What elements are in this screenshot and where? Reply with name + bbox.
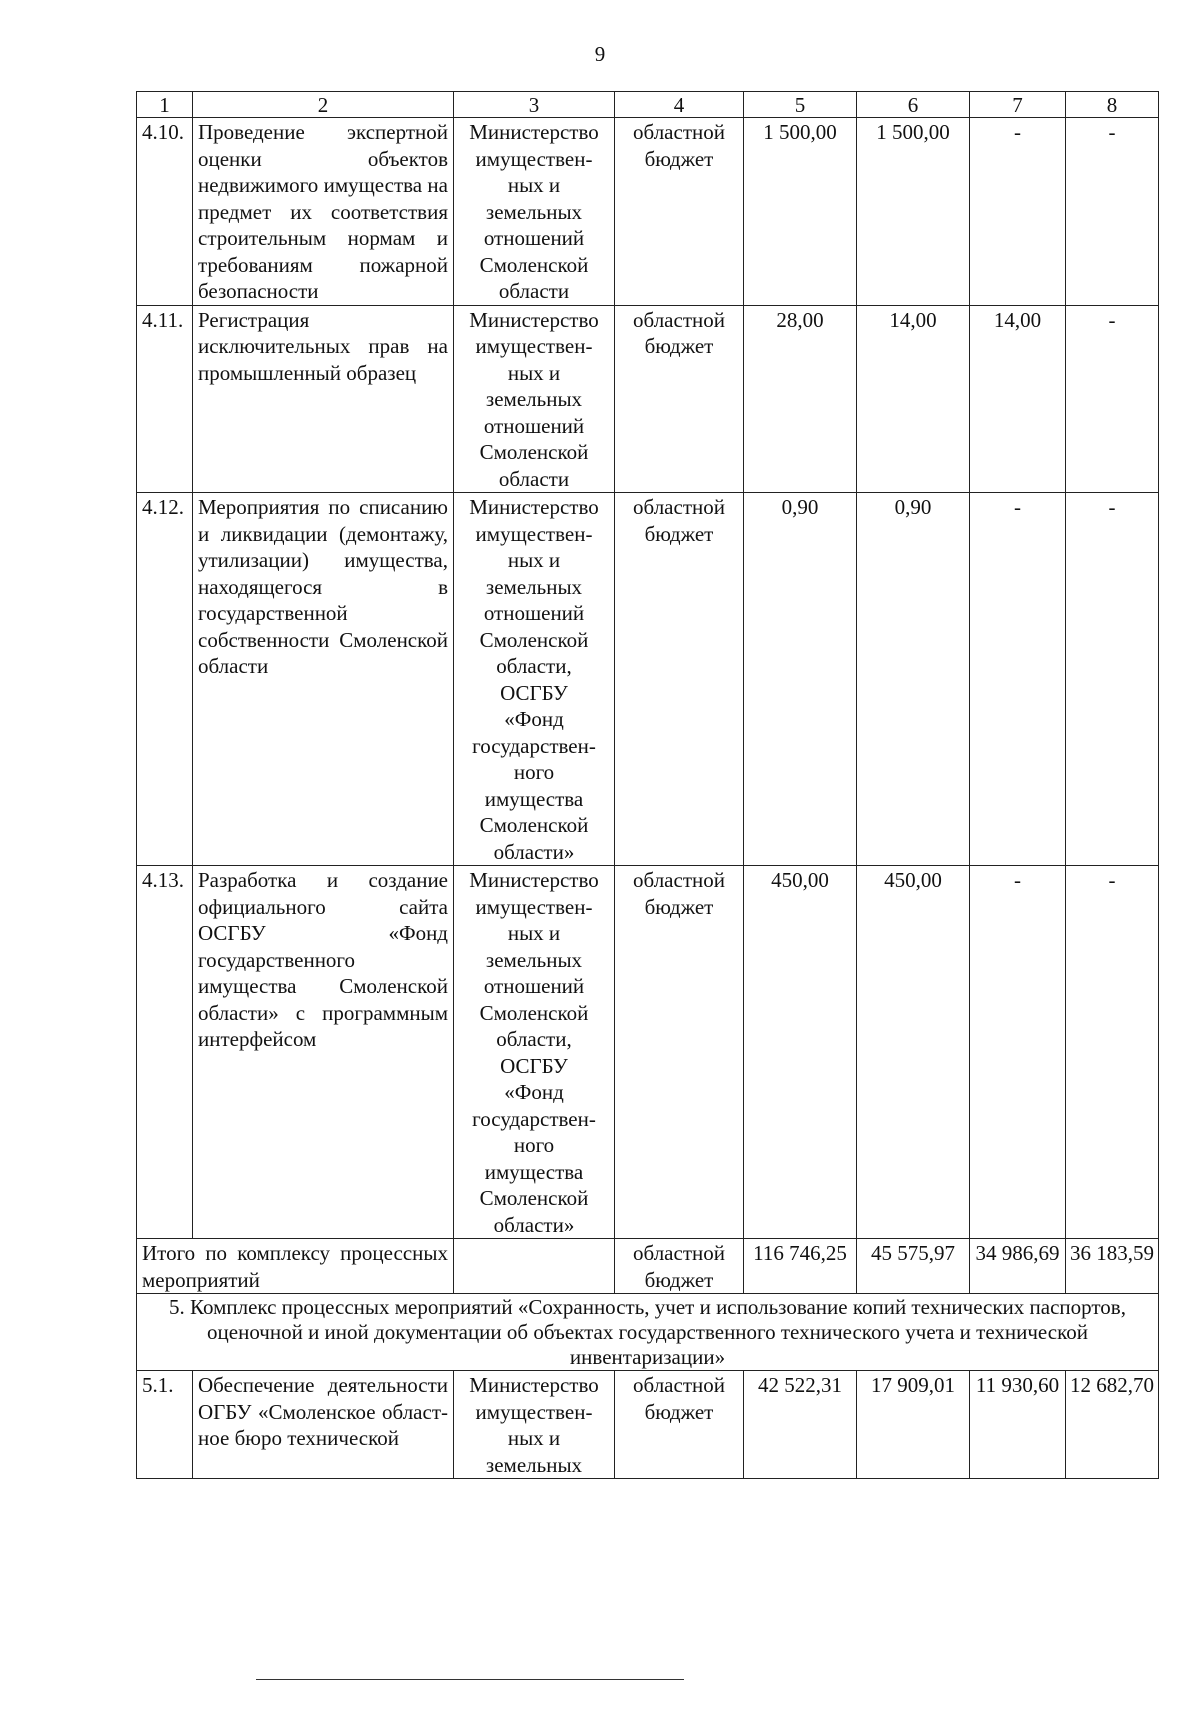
column-number: 8 <box>1066 92 1159 118</box>
column-number-row <box>137 92 1159 118</box>
row-funding-source: областной бюджет <box>615 493 744 866</box>
column-number: 5 <box>744 92 857 118</box>
total-executor-empty <box>454 1239 615 1294</box>
page-number: 9 <box>594 42 606 66</box>
row-year-2: 14,00 <box>970 305 1066 493</box>
row-year-1: 1 500,00 <box>857 118 970 306</box>
total-funding-source: областной бюджет <box>615 1239 744 1294</box>
column-number: 2 <box>193 92 454 118</box>
row-funding-source: областной бюджет <box>615 1371 744 1479</box>
row-executor: Министерство имуществен- ных и земельных отношений Смоленской области, ОСГБУ «Фонд государствен- ного имущества Смоленской области» <box>454 493 615 866</box>
section-5-title: 5. Комплекс процессных мероприятий «Сохранность, учет и использование копий технических паспортов, оценочной и иной документации об объектах государственного технического учета и технической инвентаризации» <box>137 1294 1159 1371</box>
row-executor: Министерство имуществен- ных и земельных отношений Смоленской области <box>454 118 615 306</box>
total-year-1: 45 575,97 <box>857 1239 970 1294</box>
table-row <box>137 493 1159 866</box>
table-row <box>137 118 1159 306</box>
row-executor: Министерство имуществен- ных и земельных отношений Смоленской области, ОСГБУ «Фонд государствен- ного имущества Смоленской области» <box>454 866 615 1239</box>
row-total: 450,00 <box>744 866 857 1239</box>
row-total: 28,00 <box>744 305 857 493</box>
total-row <box>137 1239 1159 1294</box>
bottom-divider <box>256 1679 684 1680</box>
row-description: Мероприятия по списанию и ликвидации (демонтажу, утилизации) имущества, находящегося в государственной собственности Смоленской области <box>193 493 454 866</box>
row-funding-source: областной бюджет <box>615 118 744 306</box>
row-funding-source: областной бюджет <box>615 305 744 493</box>
row-number: 4.12. <box>137 493 193 866</box>
row-number: 4.10. <box>137 118 193 306</box>
row-year-3: - <box>1066 118 1159 306</box>
row-number: 4.11. <box>137 305 193 493</box>
row-total: 1 500,00 <box>744 118 857 306</box>
table-row <box>137 1371 1159 1479</box>
row-year-1: 0,90 <box>857 493 970 866</box>
row-year-1: 450,00 <box>857 866 970 1239</box>
column-number: 1 <box>137 92 193 118</box>
row-funding-source: областной бюджет <box>615 866 744 1239</box>
row-year-2: - <box>970 118 1066 306</box>
row-year-3: - <box>1066 493 1159 866</box>
budget-table <box>136 91 1159 1479</box>
row-executor: Министерство имуществен- ных и земельных <box>454 1371 615 1479</box>
row-year-2: - <box>970 866 1066 1239</box>
row-number: 5.1. <box>137 1371 193 1479</box>
total-label: Итого по комплексу процессных мероприятий <box>137 1239 454 1294</box>
row-year-2: 11 930,60 <box>970 1371 1066 1479</box>
row-total: 42 522,31 <box>744 1371 857 1479</box>
row-executor: Министерство имуществен- ных и земельных отношений Смоленской области <box>454 305 615 493</box>
row-year-3: - <box>1066 305 1159 493</box>
row-total: 0,90 <box>744 493 857 866</box>
row-description: Проведение экспертной оценки объектов недвижимого имущества на предмет их соответствия строительным нормам и требованиям пожарной безопасности <box>193 118 454 306</box>
column-number: 7 <box>970 92 1066 118</box>
row-description: Обеспечение деятельности ОГБУ «Смоленское област-ное бюро технической <box>193 1371 454 1479</box>
section-row <box>137 1294 1159 1371</box>
row-year-1: 17 909,01 <box>857 1371 970 1479</box>
column-number: 3 <box>454 92 615 118</box>
table-row <box>137 305 1159 493</box>
table-row <box>137 866 1159 1239</box>
total-sum: 116 746,25 <box>744 1239 857 1294</box>
row-number: 4.13. <box>137 866 193 1239</box>
row-description: Регистрация исключительных прав на промышленный образец <box>193 305 454 493</box>
column-number: 4 <box>615 92 744 118</box>
row-year-3: - <box>1066 866 1159 1239</box>
row-year-2: - <box>970 493 1066 866</box>
total-year-3: 36 183,59 <box>1066 1239 1159 1294</box>
column-number: 6 <box>857 92 970 118</box>
row-description: Разработка и создание официального сайта ОСГБУ «Фонд государственного имущества Смоленской области» с программным интерфейсом <box>193 866 454 1239</box>
total-year-2: 34 986,69 <box>970 1239 1066 1294</box>
row-year-1: 14,00 <box>857 305 970 493</box>
row-year-3: 12 682,70 <box>1066 1371 1159 1479</box>
